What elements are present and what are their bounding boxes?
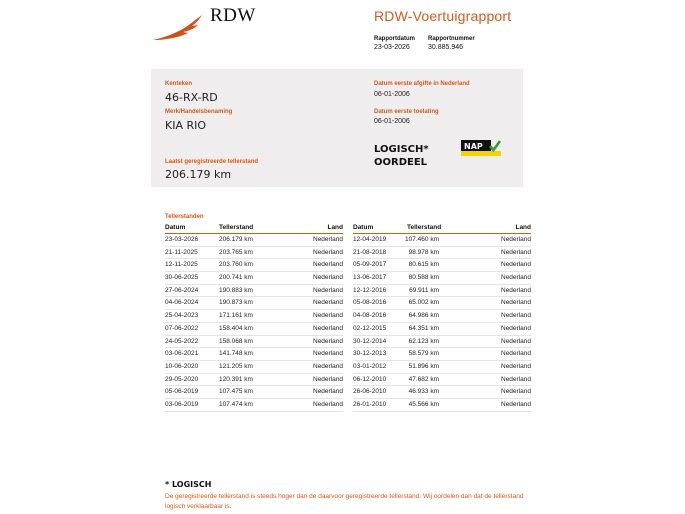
- col-datum: Datum: [165, 224, 186, 231]
- row-datum: 24-05-2022: [165, 337, 199, 345]
- row-tellerstand: 107.475 km: [219, 388, 253, 396]
- row-tellerstand: 62.123 km: [408, 337, 439, 345]
- row-land: Nederland: [501, 337, 531, 345]
- tellerstanden-title: Tellerstanden: [165, 214, 204, 220]
- row-datum: 04-06-2024: [165, 299, 199, 307]
- rdw-feather-logo-icon: [150, 14, 204, 42]
- table-row: [165, 386, 343, 399]
- table-row: [353, 386, 531, 399]
- row-land: Nederland: [313, 388, 343, 396]
- row-datum: 03-01-2012: [353, 362, 387, 370]
- row-tellerstand: 141.748 km: [219, 350, 253, 358]
- row-land: Nederland: [501, 350, 531, 358]
- row-datum: 26-06-2010: [353, 388, 387, 396]
- table-row: [165, 247, 343, 260]
- eerste-toelating-label: Datum eerste toelating: [374, 109, 439, 115]
- table-row: [165, 361, 343, 374]
- table-row: [165, 272, 343, 285]
- table-row: [165, 348, 343, 361]
- row-datum: 05-09-2017: [353, 261, 387, 269]
- row-tellerstand: 206.179 km: [219, 236, 253, 243]
- table-row: [353, 247, 531, 260]
- row-tellerstand: 190.873 km: [219, 299, 253, 307]
- row-datum: 30-12-2014: [353, 337, 387, 345]
- row-land: Nederland: [313, 350, 343, 358]
- kenteken-label: Kenteken: [165, 81, 193, 87]
- row-land: Nederland: [313, 248, 343, 256]
- row-tellerstand: 69.911 km: [409, 286, 439, 294]
- row-land: Nederland: [313, 324, 343, 332]
- col-land: Land: [515, 224, 531, 231]
- row-datum: 13-06-2017: [353, 274, 387, 282]
- col-tellerstand: Tellerstand: [407, 224, 442, 231]
- row-land: Nederland: [501, 248, 531, 256]
- table-row: [353, 234, 531, 247]
- row-tellerstand: 64.351 km: [408, 324, 439, 332]
- odometer-table-left: [165, 224, 343, 412]
- table-row: [353, 399, 531, 412]
- merk-label: Merk/Handelsbenaming: [165, 109, 233, 115]
- table-header: [165, 224, 343, 234]
- report-number-value: 30.885.946: [428, 44, 464, 51]
- table-row: [353, 297, 531, 310]
- row-tellerstand: 171.161 km: [219, 312, 253, 320]
- row-tellerstand: 80.588 km: [408, 274, 439, 282]
- table-row: [353, 336, 531, 349]
- row-datum: 05-06-2019: [165, 388, 199, 396]
- row-tellerstand: 51.896 km: [408, 362, 439, 370]
- eerste-afgifte-label: Datum eerste afgifte in Nederland: [374, 81, 470, 87]
- table-row: [353, 310, 531, 323]
- nap-logo-text: NAP: [464, 142, 483, 151]
- report-date-value: 23-03-2026: [374, 44, 410, 51]
- kenteken-value: 46-RX-RD: [165, 91, 218, 104]
- row-datum: 03-06-2019: [165, 400, 199, 408]
- row-land: Nederland: [501, 324, 531, 332]
- table-row: [165, 234, 343, 247]
- row-land: Nederland: [501, 274, 531, 282]
- merk-value: KIA RIO: [165, 119, 207, 132]
- table-row: [165, 399, 343, 412]
- logo-text: RDW: [210, 5, 256, 26]
- row-datum: 03-06-2021: [165, 350, 199, 358]
- row-land: Nederland: [501, 261, 531, 269]
- verdict-suffix: OORDEEL: [374, 157, 428, 168]
- row-tellerstand: 107.474 km: [219, 400, 253, 408]
- row-land: Nederland: [313, 375, 343, 383]
- row-tellerstand: 45.566 km: [408, 400, 439, 408]
- row-datum: 07-06-2022: [165, 324, 199, 332]
- row-land: Nederland: [501, 286, 531, 294]
- row-land: Nederland: [313, 337, 343, 345]
- table-row: [353, 361, 531, 374]
- tellerstand-value: 206.179 km: [165, 168, 232, 181]
- row-land: Nederland: [313, 400, 343, 408]
- row-land: Nederland: [501, 400, 531, 408]
- row-tellerstand: 80.615 km: [408, 261, 439, 269]
- row-land: Nederland: [313, 261, 343, 269]
- table-row: [165, 310, 343, 323]
- row-tellerstand: 203.760 km: [219, 261, 253, 269]
- col-tellerstand: Tellerstand: [219, 224, 254, 231]
- table-row: [353, 259, 531, 272]
- table-row: [165, 323, 343, 336]
- tellerstand-label: Laatst geregistreerde tellerstand: [165, 159, 259, 165]
- verdict-value: LOGISCH*: [374, 144, 429, 155]
- col-datum: Datum: [353, 224, 374, 231]
- row-tellerstand: 200.741 km: [219, 274, 253, 282]
- row-tellerstand: 158.068 km: [219, 337, 253, 345]
- row-tellerstand: 158.404 km: [219, 324, 253, 332]
- row-tellerstand: 120.391 km: [219, 375, 253, 383]
- row-datum: 02-12-2015: [353, 324, 387, 332]
- row-tellerstand: 64.986 km: [408, 312, 439, 320]
- report-title: RDW-Voertuigrapport: [374, 8, 512, 24]
- row-land: Nederland: [501, 375, 531, 383]
- row-tellerstand: 121.205 km: [219, 362, 253, 370]
- row-datum: 23-03-2026: [165, 236, 199, 243]
- table-row: [353, 272, 531, 285]
- row-tellerstand: 46.933 km: [408, 388, 439, 396]
- col-land: Land: [327, 224, 343, 231]
- row-datum: 12-04-2019: [353, 236, 387, 243]
- row-datum: 26-01-2010: [353, 400, 387, 408]
- row-datum: 05-08-2016: [353, 299, 387, 307]
- table-row: [353, 374, 531, 387]
- row-land: Nederland: [501, 362, 531, 370]
- verdict-text: [374, 143, 429, 169]
- row-land: Nederland: [313, 236, 343, 243]
- eerste-toelating-value: 06-01-2006: [374, 118, 410, 125]
- row-datum: 10-06-2020: [165, 362, 199, 370]
- report-date-label: Rapportdatum: [374, 36, 415, 42]
- table-row: [353, 348, 531, 361]
- table-header: [353, 224, 531, 234]
- table-row: [353, 323, 531, 336]
- row-datum: 30-12-2013: [353, 350, 387, 358]
- table-row: [165, 297, 343, 310]
- row-land: Nederland: [501, 299, 531, 307]
- row-land: Nederland: [313, 274, 343, 282]
- row-datum: 30-06-2025: [165, 274, 199, 282]
- nap-logo-icon: [461, 140, 501, 156]
- row-tellerstand: 190.883 km: [219, 286, 253, 294]
- row-tellerstand: 65.002 km: [408, 299, 439, 307]
- report-number-label: Rapportnummer: [428, 36, 475, 42]
- row-land: Nederland: [501, 236, 531, 243]
- row-tellerstand: 98.978 km: [408, 248, 439, 256]
- odometer-table-right: [353, 224, 531, 412]
- table-row: [165, 374, 343, 387]
- row-datum: 06-12-2010: [353, 375, 387, 383]
- row-tellerstand: 203.765 km: [219, 248, 253, 256]
- row-tellerstand: 107.460 km: [405, 236, 439, 243]
- footnote-title: * LOGISCH: [165, 480, 212, 489]
- row-datum: 21-11-2025: [165, 248, 198, 256]
- row-datum: 12-12-2016: [353, 286, 387, 294]
- table-row: [353, 285, 531, 298]
- row-land: Nederland: [313, 362, 343, 370]
- table-row: [165, 259, 343, 272]
- row-datum: 12-11-2025: [165, 261, 198, 269]
- row-land: Nederland: [313, 286, 343, 294]
- row-datum: 27-06-2024: [165, 286, 199, 294]
- row-land: Nederland: [313, 299, 343, 307]
- row-datum: 25-04-2023: [165, 312, 199, 320]
- row-datum: 21-08-2018: [353, 248, 387, 256]
- row-tellerstand: 58.579 km: [408, 350, 439, 358]
- eerste-afgifte-value: 06-01-2006: [374, 91, 410, 98]
- row-tellerstand: 47.682 km: [408, 375, 439, 383]
- table-row: [165, 285, 343, 298]
- row-datum: 29-05-2020: [165, 375, 199, 383]
- row-datum: 04-08-2016: [353, 312, 387, 320]
- row-land: Nederland: [501, 312, 531, 320]
- row-land: Nederland: [501, 388, 531, 396]
- footnote-text: De geregistreerde tellerstand is steeds hoger dan de daarvoor geregistreerde tellerstand. Wij oordelen dan dat de tellerstand logisch verklaarbaar is.: [165, 493, 524, 510]
- row-land: Nederland: [313, 312, 343, 320]
- table-row: [165, 336, 343, 349]
